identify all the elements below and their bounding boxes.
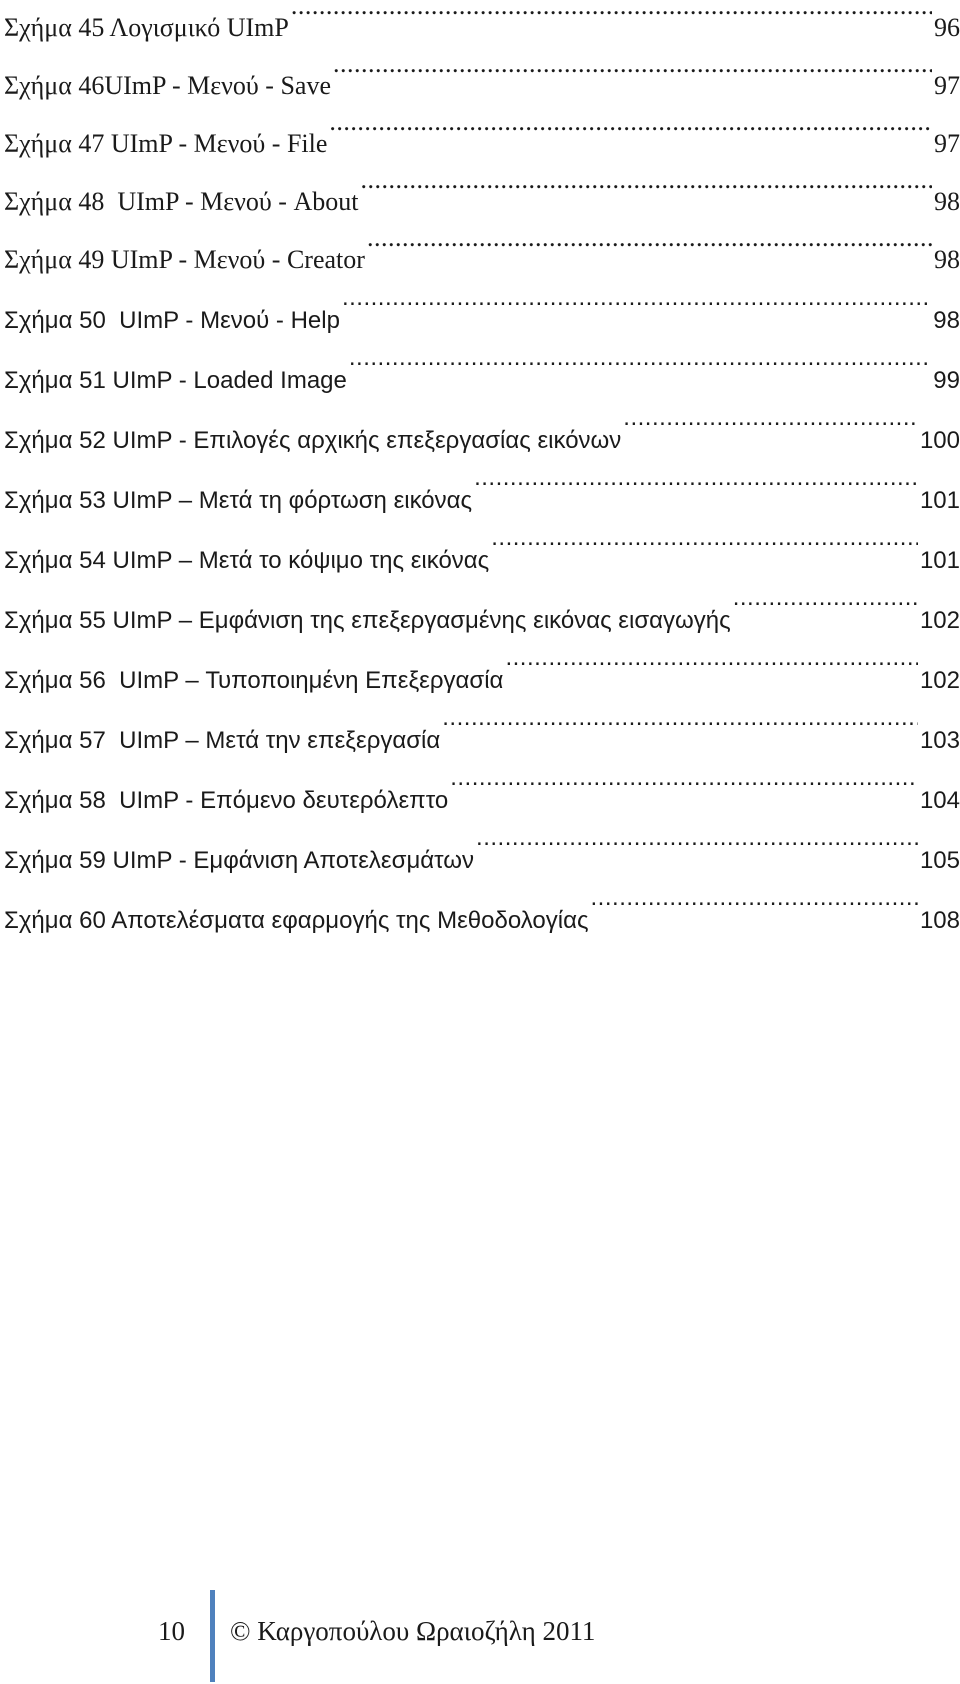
footer-copyright: © Καργοπούλου Ωραιοζήλη 2011: [230, 1616, 596, 1646]
toc-entry-title: Σχήμα 57 UImP – Μετά την επεξεργασία: [4, 727, 441, 754]
toc-dot-leader: [474, 464, 918, 508]
toc-entry-page: 102: [919, 667, 960, 694]
toc-entry[interactable]: [4, 524, 960, 574]
toc-entry-page: 100: [919, 427, 960, 454]
toc-entry-title: Σχήμα 47 UImP - Μενού - File: [4, 129, 328, 158]
toc-entry-title: Σχήμα 45 Λογισμικό UImP: [4, 13, 289, 42]
toc-entry-page: 105: [919, 847, 960, 874]
toc-entry-page: 98: [934, 245, 960, 274]
toc-entry[interactable]: [4, 166, 960, 216]
toc-dot-leader: [623, 404, 918, 448]
toc-entry-page: 97: [934, 71, 960, 100]
toc-dot-leader: [367, 224, 932, 268]
toc-entry[interactable]: [4, 344, 960, 394]
toc-entry[interactable]: [4, 404, 960, 454]
toc-dot-leader: [291, 0, 932, 36]
toc-entry-title: Σχήμα 49 UImP - Μενού - Creator: [4, 245, 365, 274]
toc-entry-page: 103: [919, 727, 960, 754]
toc-entry-page: 98: [933, 307, 960, 334]
toc-entry-page: 96: [934, 13, 960, 42]
toc-entry[interactable]: [4, 764, 960, 814]
toc-entry-title: Σχήμα 51 UImP - Loaded Image: [4, 367, 347, 394]
toc-entry-page: 108: [919, 907, 960, 934]
toc-entry-title: Σχήμα 48 UImP - Μενού - About: [4, 187, 359, 216]
toc-entry-page: 101: [919, 487, 960, 514]
toc-dot-leader: [450, 764, 918, 808]
toc-entry-page: 101: [919, 547, 960, 574]
toc-entry-title: Σχήμα 46UImP - Μενού - Save: [4, 71, 332, 100]
toc-dot-leader: [733, 584, 918, 628]
toc-entry-title: Σχήμα 55 UImP – Εμφάνιση της επεξεργασμένης εικόνας εισαγωγής: [4, 607, 731, 634]
footer-divider-bar: [210, 1590, 215, 1682]
toc-entry[interactable]: [4, 584, 960, 634]
page-footer: [0, 1590, 960, 1682]
toc-entry-page: 98: [934, 187, 960, 216]
toc-dot-leader: [591, 884, 918, 928]
toc-dot-leader: [333, 50, 932, 94]
toc-dot-leader: [476, 824, 918, 868]
toc-dot-leader: [505, 644, 918, 688]
toc-dot-leader: [360, 166, 932, 210]
toc-dot-leader: [342, 284, 931, 328]
toc-entry-page: 102: [919, 607, 960, 634]
toc-entry[interactable]: [4, 704, 960, 754]
toc-entry[interactable]: [4, 824, 960, 874]
toc-entry[interactable]: [4, 224, 960, 274]
toc-entry[interactable]: [4, 284, 960, 334]
toc-entry-title: Σχήμα 60 Αποτελέσματα εφαρμογής της Μεθοδολογίας: [4, 907, 589, 934]
toc-dot-leader: [349, 344, 931, 388]
toc-entry-title: Σχήμα 59 UImP - Εμφάνιση Αποτελεσμάτων: [4, 847, 475, 874]
toc-entry-title: Σχήμα 52 UImP - Επιλογές αρχικής επεξεργασίας εικόνων: [4, 427, 622, 454]
toc-entry-page: 104: [919, 787, 960, 814]
toc-entry-page: 97: [934, 129, 960, 158]
toc-dot-leader: [442, 704, 918, 748]
toc-dot-leader: [329, 108, 932, 152]
toc-entry-title: Σχήμα 53 UImP – Μετά τη φόρτωση εικόνας: [4, 487, 473, 514]
toc-entry-title: Σχήμα 58 UImP - Επόμενο δευτερόλεπτο: [4, 787, 449, 814]
toc-entry[interactable]: [4, 108, 960, 158]
toc-entry-title: Σχήμα 50 UImP - Μενού - Help: [4, 307, 340, 334]
footer-page-number: 10: [158, 1616, 185, 1646]
toc-entry-title: Σχήμα 54 UImP – Μετά το κόψιμο της εικόνας: [4, 547, 490, 574]
toc-entry[interactable]: [4, 50, 960, 100]
toc-dot-leader: [491, 524, 918, 568]
toc-entry-title: Σχήμα 56 UImP – Τυποποιημένη Επεξεργασία: [4, 667, 504, 694]
toc-entry-page: 99: [933, 367, 960, 394]
toc-entry[interactable]: [4, 464, 960, 514]
toc-entry[interactable]: [4, 884, 960, 934]
toc-entry[interactable]: [4, 0, 960, 42]
toc-entry[interactable]: [4, 644, 960, 694]
